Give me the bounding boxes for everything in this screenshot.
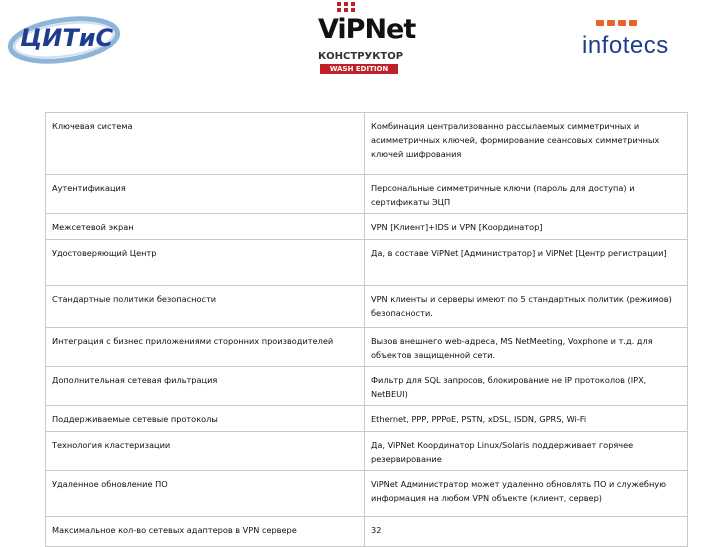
feature-cell: Ключевая система	[46, 113, 365, 175]
feature-cell: Стандартные политики безопасности	[46, 286, 365, 328]
vipnet-logo-text: ViPNet	[318, 14, 416, 45]
value-cell: Фильтр для SQL запросов, блокирование не IP протоколов (IPX, NetBEUI)	[365, 367, 688, 406]
value-cell: 32	[365, 517, 688, 547]
value-cell: Да, ViPNet Координатор Linux/Solaris поддерживает горячее резервирование	[365, 432, 688, 471]
vipnet-logo	[312, 0, 416, 78]
value-cell: VPN [Клиент]+IDS и VPN [Координатор]	[365, 214, 688, 240]
citis-logo	[6, 8, 126, 68]
feature-cell: Удостоверяющий Центр	[46, 240, 365, 286]
table-row	[46, 432, 688, 471]
table-row	[46, 286, 688, 328]
feature-cell: Поддерживаемые сетевые протоколы	[46, 406, 365, 432]
table-row	[46, 240, 688, 286]
table-row	[46, 113, 688, 175]
feature-cell: Интеграция с бизнес приложениями сторонних производителей	[46, 328, 365, 367]
feature-cell: Максимальное кол-во сетевых адаптеров в VPN сервере	[46, 517, 365, 547]
table-row	[46, 471, 688, 517]
vipnet-logo-edition: WASH EDITION	[320, 64, 398, 74]
value-cell: Вызов внешнего web-адреса, MS NetMeeting, Voxphone и т.д. для объектов защищенной сети.	[365, 328, 688, 367]
value-cell: Да, в составе ViPNet [Администратор] и ViPNet [Центр регистрации]	[365, 240, 688, 286]
value-cell: VPN клиенты и серверы имеют по 5 стандартных политик (режимов) безопасности.	[365, 286, 688, 328]
table-row	[46, 214, 688, 240]
feature-cell: Удаленное обновление ПО	[46, 471, 365, 517]
spec-table-body	[46, 113, 688, 547]
table-row	[46, 517, 688, 547]
infotecs-bar-icon	[596, 18, 648, 30]
table-row	[46, 406, 688, 432]
infotecs-logo	[582, 18, 702, 68]
feature-cell: Дополнительная сетевая фильтрация	[46, 367, 365, 406]
spec-table	[45, 112, 688, 547]
feature-cell: Технология кластеризации	[46, 432, 365, 471]
value-cell: Ethernet, PPP, PPPoE, PSTN, xDSL, ISDN, GPRS, Wi-Fi	[365, 406, 688, 432]
slide-header	[0, 0, 720, 108]
vipnet-logo-subtitle: КОНСТРУКТОР	[318, 51, 404, 62]
table-row	[46, 367, 688, 406]
table-row	[46, 175, 688, 214]
value-cell: Комбинация централизованно рассылаемых симметричных и асимметричных ключей, формирование сеансовых симметричных ключей шифрования	[365, 113, 688, 175]
value-cell: Персональные симметричные ключи (пароль для доступа) и сертификаты ЭЦП	[365, 175, 688, 214]
infotecs-logo-text: infotecs	[582, 32, 669, 59]
citis-logo-text: ЦИТиС	[20, 24, 114, 52]
feature-cell: Аутентификация	[46, 175, 365, 214]
table-row	[46, 328, 688, 367]
feature-cell: Межсетевой экран	[46, 214, 365, 240]
value-cell: ViPNet Администратор может удаленно обновлять ПО и служебную информация на любом VPN объекте (клиент, сервер)	[365, 471, 688, 517]
